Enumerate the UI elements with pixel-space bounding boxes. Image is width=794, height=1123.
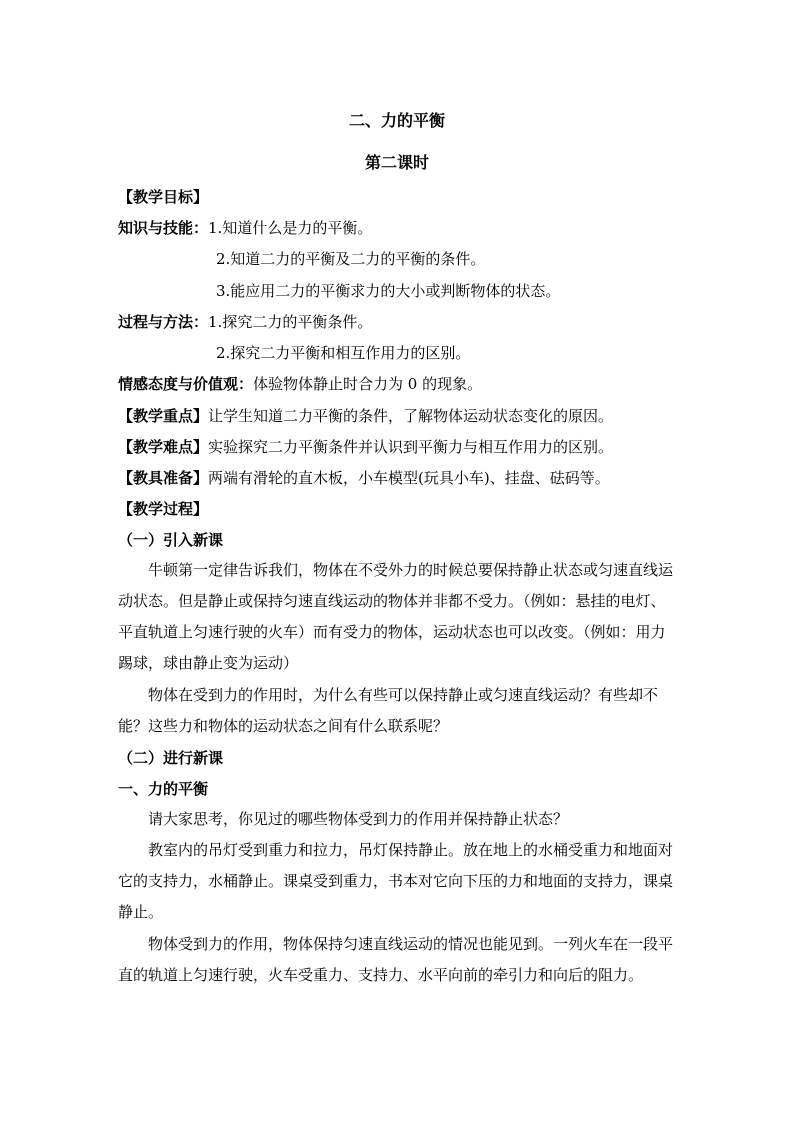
- knowledge-item-3: 3.能应用二力的平衡求力的大小或判断物体的状态。: [216, 282, 561, 300]
- tools-label: 【教具准备】: [118, 469, 209, 487]
- key-point-text: 让学生知道二力平衡的条件，了解物体运动状态变化的原因。: [208, 407, 614, 425]
- tools-text: 两端有滑轮的直木板，小车模型(玩具小车)、挂盘、砝码等。: [208, 469, 610, 487]
- document-title: 二、力的平衡: [348, 111, 445, 130]
- paragraph-static-examples: 教室内的吊灯受到重力和拉力，吊灯保持静止。放在地上的水桶受重力和地面对它的支持力，水桶静止。课桌受到重力，书本对它向下压的力和地面的支持力，课桌静止。: [118, 841, 674, 921]
- attitude-text: 体验物体静止时合力为 0 的现象。: [253, 375, 483, 393]
- knowledge-item-2: 2.知道二力的平衡及二力的平衡的条件。: [216, 250, 486, 268]
- paragraph-newton-law: 牛顿第一定律告诉我们，物体在不受外力的时候总要保持静止状态或匀速直线运动状态。但是静止或保持匀速直线运动的物体并非都不受力。（例如：悬挂的电灯、平直轨道上匀速行驶的火车）而有受力的物体，运动状态也可以改变。（例如：用力踢球，球由静止变为运动）: [118, 561, 674, 672]
- tools-row: [118, 467, 610, 488]
- process-item-2: 2.探究二力平衡和相互作用力的区别。: [216, 344, 471, 362]
- attitude-row: [118, 373, 482, 394]
- difficulty-label: 【教学难点】: [118, 438, 209, 456]
- attitude-label: 情感态度与价值观：: [118, 375, 254, 393]
- subsection-force-balance-heading: 一、力的平衡: [118, 780, 209, 798]
- section-intro-heading: （一）引入新课: [118, 531, 224, 549]
- process-method-label: 过程与方法：: [118, 313, 209, 331]
- knowledge-skill-label: 知识与技能：: [118, 219, 209, 237]
- difficulty-row: [118, 436, 613, 457]
- section-new-lesson-heading: （二）进行新课: [118, 749, 224, 767]
- knowledge-skill-row: [118, 217, 372, 238]
- process-item-1: 1.探究二力的平衡条件。: [208, 313, 373, 331]
- document-subtitle: 第二课时: [364, 153, 429, 172]
- key-point-row: [118, 405, 613, 426]
- teaching-goal-heading: 【教学目标】: [118, 188, 209, 206]
- difficulty-text: 实验探究二力平衡条件并认识到平衡力与相互作用力的区别。: [208, 438, 614, 456]
- paragraph-uniform-motion: 物体受到力的作用，物体保持匀速直线运动的情况也能见到。一列火车在一段平直的轨道上匀速行驶，火车受重力、支持力、水平向前的牵引力和向后的阻力。: [118, 935, 674, 984]
- key-point-label: 【教学重点】: [118, 407, 209, 425]
- process-method-row: [118, 311, 372, 332]
- knowledge-item-1: 1.知道什么是力的平衡。: [208, 219, 373, 237]
- teaching-process-heading: 【教学过程】: [118, 500, 209, 518]
- paragraph-think: 请大家思考，你见过的哪些物体受到力的作用并保持静止状态？: [148, 810, 569, 828]
- paragraph-question: 物体在受到力的作用时，为什么有些可以保持静止或匀速直线运动？有些却不能？这些力和物体的运动状态之间有什么联系呢？: [118, 686, 659, 735]
